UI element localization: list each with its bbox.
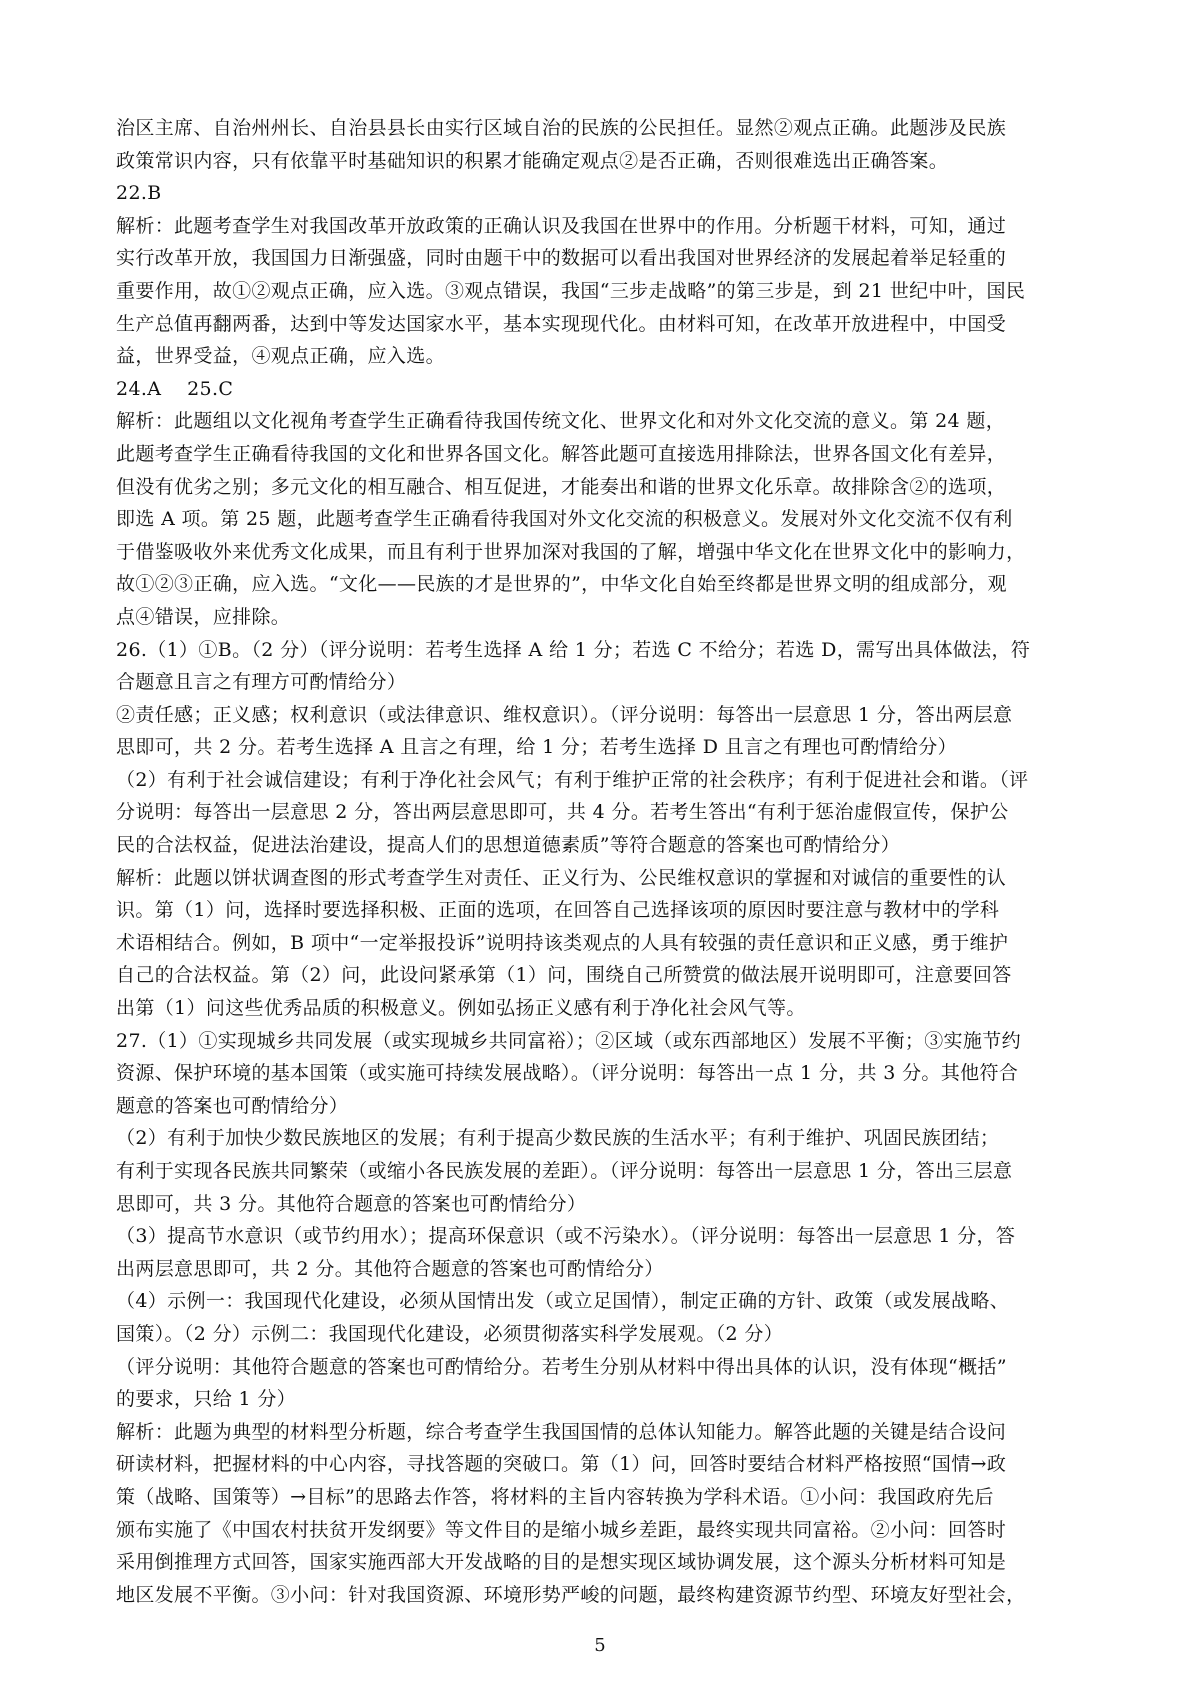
text-line: 解析：此题以饼状调查图的形式考查学生对责任、正义行为、公民维权意识的掌握和对诚信的重要性的认 (116, 866, 1007, 889)
text-line: 重要作用，故①②观点正确，应入选。③观点错误，我国“三步走战略”的第三步是，到 21 世纪中叶，国民 (116, 279, 1026, 302)
page-text (116, 112, 1104, 1611)
text-line: 但没有优劣之别；多元文化的相互融合、相互促进，才能奏出和谐的世界文化乐章。故排除含②的选项， (116, 475, 1007, 498)
page-number: 5 (594, 1635, 606, 1656)
text-line: 思即可，共 3 分。其他符合题意的答案也可酌情给分） (116, 1192, 587, 1215)
text-line: 解析：此题组以文化视角考查学生正确看待我国传统文化、世界文化和对外文化交流的意义。第 24 题， (116, 410, 1006, 433)
text-line: （4）示例一：我国现代化建设，必须从国情出发（或立足国情），制定正确的方针、政策（或发展战略、 (116, 1290, 1010, 1313)
text-line: 国策）。（2 分）示例二：我国现代化建设，必须贯彻落实科学发展观。（2 分） (116, 1322, 784, 1345)
text-line: 有利于实现各民族共同繁荣（或缩小各民族发展的差距）。（评分说明：每答出一层意思 1 分，答出三层意 (116, 1160, 1013, 1182)
text-line: 解析：此题考查学生对我国改革开放政策的正确认识及我国在世界中的作用。分析题干材料，可知，通过 (116, 214, 1007, 237)
text-line: 资源、保护环境的基本国策（或实施可持续发展战略）。（评分说明：每答出一点 1 分，共 3 分。其他符合 (116, 1062, 1019, 1085)
text-line: 22.B (116, 182, 162, 205)
text-line: 出两层意思即可，共 2 分。其他符合题意的答案也可酌情给分） (116, 1257, 664, 1280)
text-line: 自己的合法权益。第（2）问，此设问紧承第（1）问，围绕自己所赞赏的做法展开说明即可，注意要回答 (116, 964, 1012, 987)
text-line: 治区主席、自治州州长、自治县县长由实行区域自治的民族的公民担任。显然②观点正确。此题涉及民族 (116, 117, 1007, 139)
text-line: 27.（1）①实现城乡共同发展（或实现城乡共同富裕）；②区域（或东西部地区）发展不平衡；③实施节约 (116, 1029, 1021, 1052)
text-line: 颁布实施了《中国农村扶贫开发纲要》等文件目的是缩小城乡差距，最终实现共同富裕。②小问：回答时 (116, 1518, 1007, 1541)
text-line: 策（战略、国策等）→目标”的思路去作答，将材料的主旨内容转换为学科术语。①小问：我国政府先后 (116, 1485, 994, 1508)
text-line: （3）提高节水意识（或节约用水）；提高环保意识（或不污染水）。（评分说明：每答出一层意思 1 分，答 (116, 1225, 1016, 1248)
text-line: 题意的答案也可酌情给分） (116, 1094, 349, 1117)
text-line: ②责任感；正义感；权利意识（或法律意识、维权意识）。（评分说明：每答出一层意思 1 分，答出两层意 (116, 703, 1013, 726)
text-line: 即选 A 项。第 25 题，此题考查学生正确看待我国对外文化交流的积极意义。发展对外文化交流不仅有利 (116, 508, 1013, 531)
text-line: 于借鉴吸收外来优秀文化成果，而且有利于世界加深对我国的了解，增强中华文化在世界文化中的影响力， (116, 540, 1026, 563)
text-line: 民的合法权益，促进法治建设，提高人们的思想道德素质”等符合题意的答案也可酌情给分） (116, 834, 901, 857)
text-line: 政策常识内容，只有依靠平时基础知识的积累才能确定观点②是否正确，否则很难选出正确答案。 (116, 149, 949, 172)
text-line: 此题考查学生正确看待我国的文化和世界各国文化。解答此题可直接选用排除法，世界各国文化有差异， (116, 442, 1007, 465)
text-line: 解析：此题为典型的材料型分析题，综合考查学生我国国情的总体认知能力。解答此题的关键是结合设问 (116, 1420, 1007, 1443)
text-line: （评分说明：其他符合题意的答案也可酌情给分。若考生分别从材料中得出具体的认识，没有体现“概括” (116, 1355, 1007, 1378)
text-line: 生产总值再翻两番，达到中等发达国家水平，基本实现现代化。由材料可知，在改革开放进程中，中国受 (116, 312, 1007, 335)
text-line: 实行改革开放，我国国力日渐强盛，同时由题干中的数据可以看出我国对世界经济的发展起着举足轻重的 (116, 247, 1007, 270)
text-line: 益，世界受益，④观点正确，应入选。 (116, 345, 445, 368)
text-line: 识。第（1）问，选择时要选择积极、正面的选项，在回答自己选择该项的原因时要注意与教材中的学科 (116, 899, 1000, 922)
text-line: 分说明：每答出一层意思 2 分，答出两层意思即可，共 4 分。若考生答出“有利于惩治虚假宣传，保护公 (116, 801, 1009, 824)
text-line: （2）有利于加快少数民族地区的发展；有利于提高少数民族的生活水平；有利于维护、巩固民族团结； (116, 1127, 1000, 1150)
text-line: 研读材料，把握材料的中心内容，寻找答题的突破口。第（1）问，回答时要结合材料严格按照“国情→政 (116, 1453, 1007, 1476)
text-line: 采用倒推理方式回答，国家实施西部大开发战略的目的是想实现区域协调发展，这个源头分析材料可知是 (116, 1551, 1007, 1574)
text-line: 合题意且言之有理方可酌情给分） (116, 671, 407, 694)
text-line: 思即可，共 2 分。若考生选择 A 且言之有理，给 1 分；若考生选择 D 且言之有理也可酌情给分） (116, 736, 957, 759)
text-line: 术语相结合。例如，B 项中“一定举报投诉”说明持该类观点的人具有较强的责任意识和正义感，勇于维护 (116, 931, 1009, 954)
text-line: 26.（1）①B。（2 分）（评分说明：若考生选择 A 给 1 分；若选 C 不给分；若选 D，需写出具体做法，符 (116, 638, 1031, 661)
text-line: 点④错误，应排除。 (116, 605, 291, 628)
text-line: （2）有利于社会诚信建设；有利于净化社会风气；有利于维护正常的社会秩序；有利于促进社会和谐。（评 (116, 768, 1029, 791)
text-line: 的要求，只给 1 分） (116, 1388, 297, 1411)
text-line: 24.A 25.C (116, 377, 234, 400)
text-line: 地区发展不平衡。③小问：针对我国资源、环境形势严峻的问题，最终构建资源节约型、环境友好型社会， (116, 1583, 1026, 1606)
text-line: 出第（1）问这些优秀品质的积极意义。例如弘扬正义感有利于净化社会风气等。 (116, 997, 806, 1020)
text-line: 故①②③正确，应入选。“文化——民族的才是世界的”，中华文化自始至终都是世界文明的组成部分，观 (116, 573, 1007, 596)
